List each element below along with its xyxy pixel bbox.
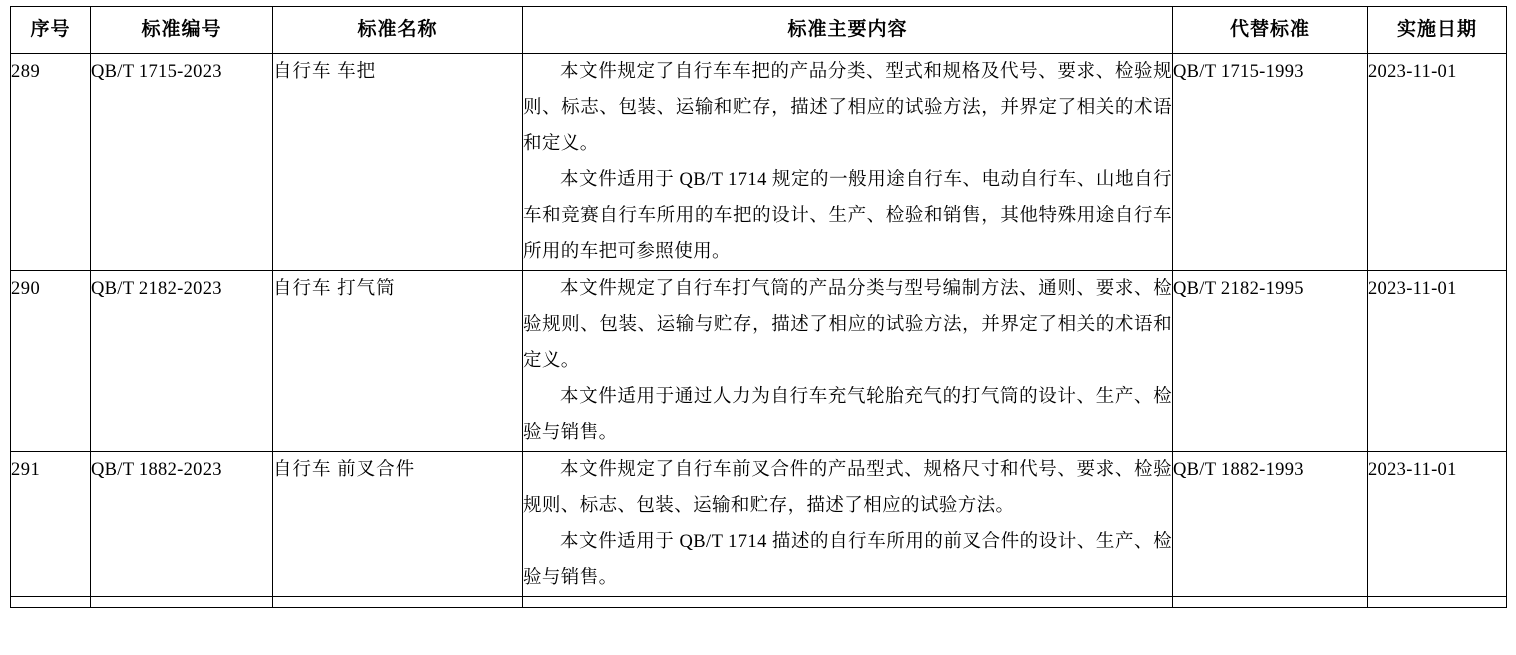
cell-standard-code: QB/T 2182-2023 [91,271,273,452]
cell-standard-code: QB/T 1882-2023 [91,452,273,597]
cell-replaced-standard: QB/T 1715-1993 [1173,54,1368,271]
content-paragraph: 本文件适用于通过人力为自行车充气轮胎充气的打气筒的设计、生产、检验与销售。 [523,387,1172,443]
column-header-sequence: 序号 [11,7,91,54]
cell-effective-date: 2023-11-01 [1368,271,1507,452]
column-header-standard-code: 标准编号 [91,7,273,54]
cell-standard-name [273,597,523,608]
cell-replaced-standard: QB/T 1882-1993 [1173,452,1368,597]
cell-replaced-standard [1173,597,1368,608]
table-row [11,54,1507,271]
cell-standard-name: 自行车 车把 [273,54,523,271]
cell-main-content [523,271,1173,452]
cell-standard-name: 自行车 前叉合件 [273,452,523,597]
table-row-partial [11,597,1507,608]
table-header-row [11,7,1507,54]
cell-main-content [523,597,1173,608]
cell-main-content [523,54,1173,271]
cell-standard-name: 自行车 打气筒 [273,271,523,452]
content-paragraph: 本文件规定了自行车前叉合件的产品型式、规格尺寸和代号、要求、检验规则、标志、包装、运输和贮存，描述了相应的试验方法。 [523,460,1172,516]
cell-sequence: 290 [11,271,91,452]
content-paragraph: 本文件规定了自行车打气筒的产品分类与型号编制方法、通则、要求、检验规则、包装、运输与贮存，描述了相应的试验方法，并界定了相关的术语和定义。 [523,279,1172,371]
cell-effective-date [1368,597,1507,608]
column-header-effective-date: 实施日期 [1368,7,1507,54]
cell-effective-date: 2023-11-01 [1368,452,1507,597]
cell-sequence [11,597,91,608]
content-paragraph: 本文件适用于 QB/T 1714 描述的自行车所用的前叉合件的设计、生产、检验与销售。 [523,532,1172,588]
cell-main-content [523,452,1173,597]
table-row [11,452,1507,597]
cell-sequence: 289 [11,54,91,271]
column-header-standard-name: 标准名称 [273,7,523,54]
cell-effective-date: 2023-11-01 [1368,54,1507,271]
standards-table [10,6,1507,608]
cell-sequence: 291 [11,452,91,597]
column-header-main-content: 标准主要内容 [523,7,1173,54]
column-header-replaced-standard: 代替标准 [1173,7,1368,54]
content-paragraph: 本文件规定了自行车车把的产品分类、型式和规格及代号、要求、检验规则、标志、包装、运输和贮存，描述了相应的试验方法，并界定了相关的术语和定义。 [523,62,1172,154]
cell-standard-code: QB/T 1715-2023 [91,54,273,271]
content-paragraph: 本文件适用于 QB/T 1714 规定的一般用途自行车、电动自行车、山地自行车和竞赛自行车所用的车把的设计、生产、检验和销售，其他特殊用途自行车所用的车把可参照使用。 [523,170,1172,262]
cell-standard-code [91,597,273,608]
cell-replaced-standard: QB/T 2182-1995 [1173,271,1368,452]
table-row [11,271,1507,452]
